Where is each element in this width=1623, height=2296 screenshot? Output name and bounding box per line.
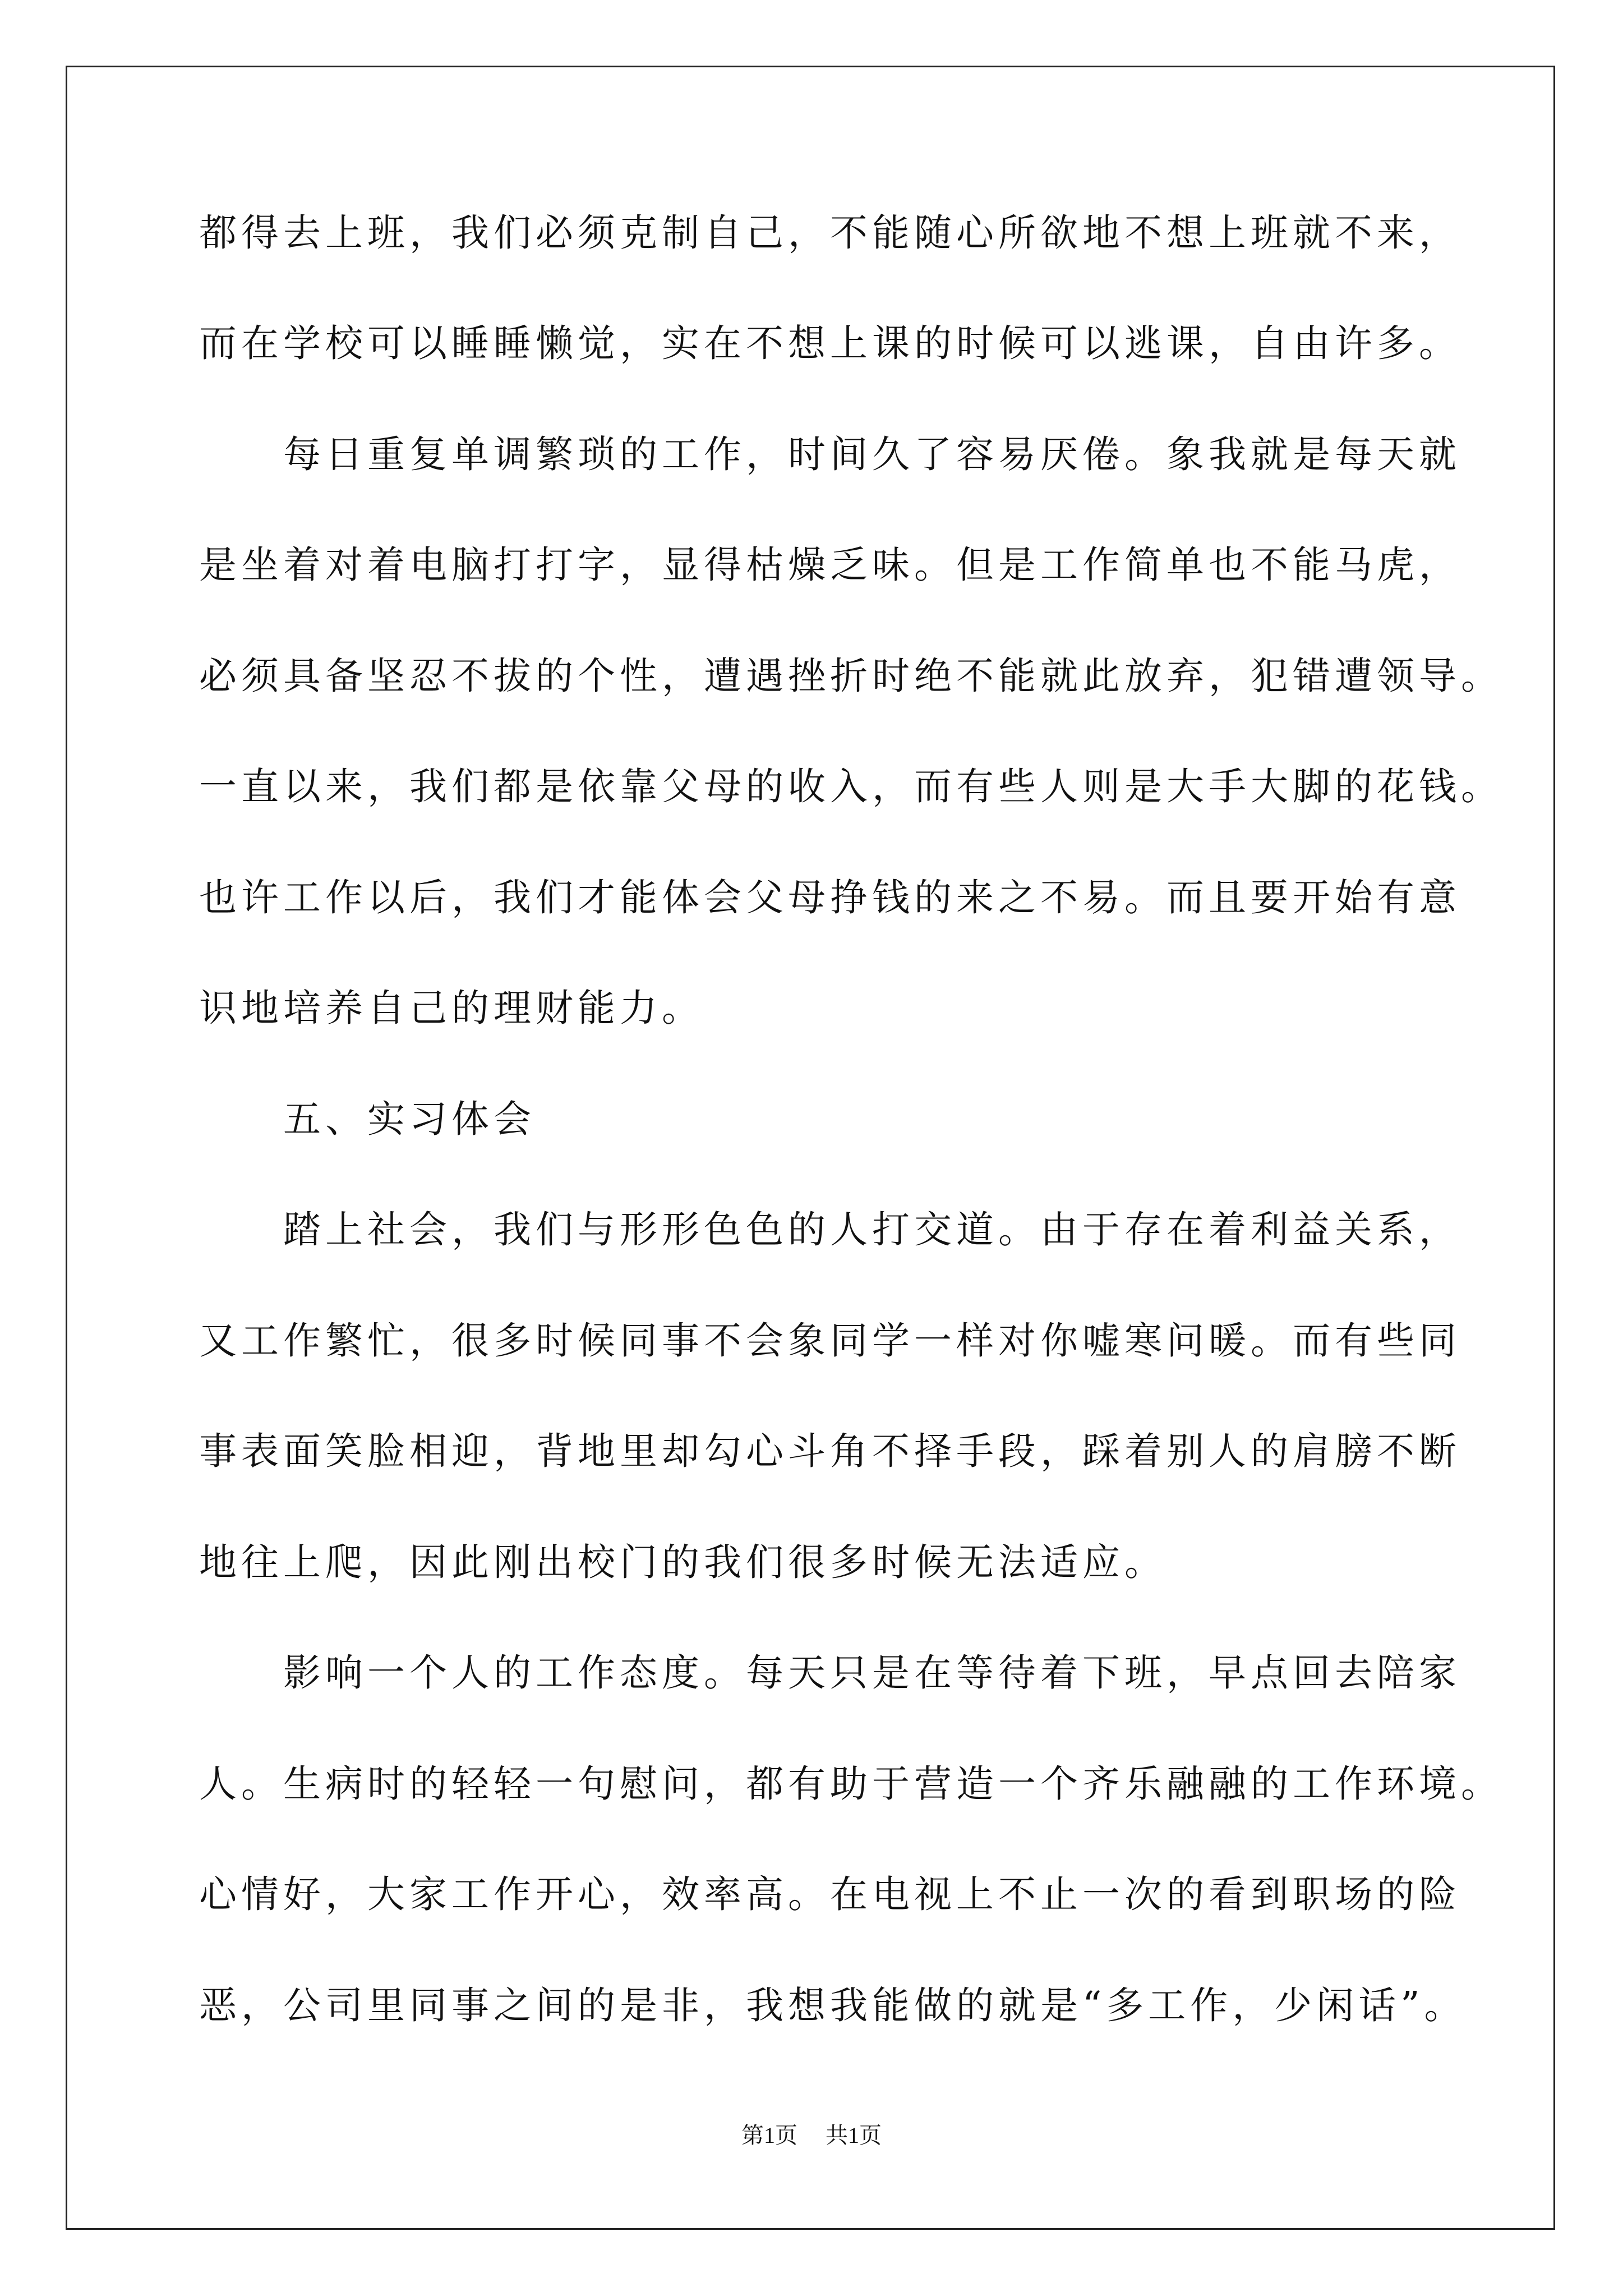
text-line: 又工作繁忙，很多时候同事不会象同学一样对你嘘寒问暖。而有些同	[199, 1319, 1461, 1363]
text-line: 也许工作以后，我们才能体会父母挣钱的来之不易。而且要开始有意	[199, 876, 1461, 919]
text-line: 踏上社会，我们与形形色色的人打交道。由于存在着利益关系，	[199, 1208, 1461, 1251]
text-line: 地往上爬，因此刚出校门的我们很多时候无法适应。	[199, 1540, 1166, 1584]
text-line: 事表面笑脸相迎，背地里却勾心斗角不择手段，踩着别人的肩膀不断	[199, 1429, 1461, 1473]
text-line: 是坐着对着电脑打打字，显得枯燥乏味。但是工作简单也不能马虎，	[199, 543, 1461, 587]
text-line: 必须具备坚忍不拔的个性，遭遇挫折时绝不能就此放弃，犯错遭领导。	[199, 654, 1503, 698]
text-line: 识地培养自己的理财能力。	[199, 986, 704, 1030]
text-line: 一直以来，我们都是依靠父母的收入，而有些人则是大手大脚的花钱。	[199, 765, 1503, 808]
page-number: 第1页	[741, 2123, 797, 2148]
page-total: 共1页	[826, 2123, 882, 2148]
text-line: 都得去上班，我们必须克制自己，不能随心所欲地不想上班就不来，	[199, 211, 1461, 255]
text-line: 心情好，大家工作开心，效率高。在电视上不止一次的看到职场的险	[199, 1872, 1461, 1916]
text-line: 人。生病时的轻轻一句慰问，都有助于营造一个齐乐融融的工作环境。	[199, 1762, 1503, 1806]
page-footer	[0, 2122, 1623, 2149]
text-line: 影响一个人的工作态度。每天只是在等待着下班，早点回去陪家	[199, 1651, 1461, 1695]
text-line: 恶，公司里同事之间的是非，我想我能做的就是“多工作，少闲话”。	[199, 1984, 1467, 2027]
text-line: 而在学校可以睡睡懒觉，实在不想上课的时候可以逃课，自由许多。	[199, 321, 1461, 365]
text-line: 每日重复单调繁琐的工作，时间久了容易厌倦。象我就是每天就	[199, 432, 1461, 476]
section-heading: 五、实习体会	[199, 1097, 536, 1141]
